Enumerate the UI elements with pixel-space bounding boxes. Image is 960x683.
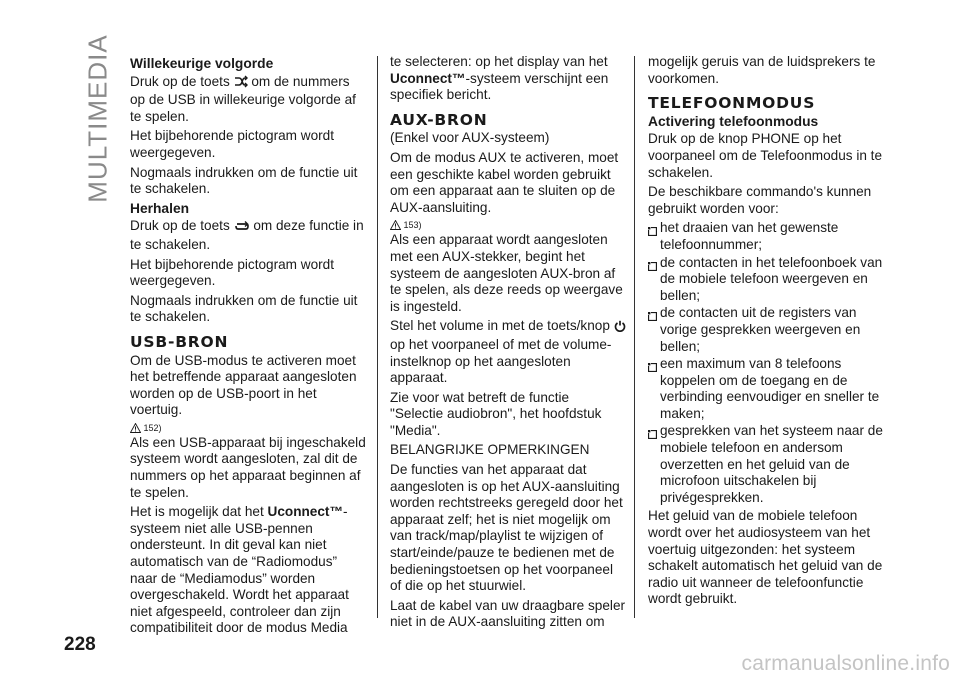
- usb-warning-ref: 152): [130, 422, 366, 434]
- shuffle-paragraph-1: Druk op de toets om de nummers op de USB in willekeurige volgorde af te spelen.: [130, 73, 356, 124]
- repeat-paragraph-2: Het bijbehorende pictogram wordt weergegeven.: [130, 256, 335, 289]
- page-number: 228: [64, 634, 96, 655]
- phone-paragraph-3: Het geluid van de mobiele telefoon wordt over het audiosysteem van het voertuig uitgezonden: het systeem schakelt automatisch het geluid van de radio uit wanneer de telefoonfunctie wordt gebruikt.: [648, 508, 883, 607]
- bullet-icon: [648, 427, 657, 444]
- brand-uconnect: Uconnect™: [267, 504, 344, 520]
- power-knob-icon: [614, 320, 626, 337]
- heading-aux-source: AUX-BRON: [390, 110, 488, 129]
- bullet-icon: [648, 224, 657, 241]
- phone-paragraph-2: De beschikbare commando's kunnen gebruikt worden voor:: [648, 184, 872, 216]
- phone-commands-list: [648, 220, 884, 506]
- list-item: een maximum van 8 telefoons koppelen om de toegang en de verbinding eenvoudiger en sneller te maken;: [648, 356, 884, 422]
- shuffle-paragraph-3: Nogmaals indrukken om de functie uit te schakelen.: [130, 164, 358, 197]
- bullet-icon: [648, 259, 657, 276]
- brand-uconnect: Uconnect™: [390, 70, 466, 86]
- shuffle-paragraph-2: Het bijbehorende pictogram wordt weergegeven.: [130, 128, 335, 160]
- heading-shuffle: Willekeurige volgorde: [130, 56, 274, 71]
- column-3: [648, 54, 884, 611]
- continued-paragraph: mogelijk geruis van de luidsprekers te voorkomen.: [648, 54, 876, 86]
- list-item: de contacten in het telefoonboek van de mobiele telefoon weergeven en bellen;: [648, 255, 884, 305]
- bullet-icon: [648, 360, 657, 377]
- section-side-label: MULTIMEDIA: [82, 33, 113, 203]
- aux-paragraph-4: Zie voor wat betreft de functie "Selectie audiobron", het hoofdstuk "Media".: [390, 389, 602, 438]
- column-divider: [634, 56, 635, 618]
- heading-phone-activation: Activering telefoonmodus: [648, 113, 819, 129]
- aux-paragraph-6: Laat de kabel van uw draagbare speler niet in de AUX-aansluiting zitten om: [390, 597, 626, 630]
- list-item: het draaien van het gewenste telefoonnummer;: [648, 220, 884, 253]
- usb-paragraph-2: Als een USB-apparaat bij ingeschakeld systeem wordt aangesloten, zal dit de nummers op het apparaat beginnen af te spelen.: [130, 434, 366, 500]
- column-divider: [377, 56, 378, 618]
- heading-usb-source: USB-BRON: [130, 332, 229, 351]
- column-1: [130, 54, 366, 640]
- phone-paragraph-1: Druk op de knop PHONE op het voorpaneel om de Telefoonmodus in te schakelen.: [648, 131, 883, 180]
- usb-paragraph-3: Het is mogelijk dat het Uconnect™-systeem niet alle USB-pennen ondersteunt. In dit geval kan niet automatisch van de “Radiomodus” naar de “Mediamodus” worden overgeschakeld. Wordt het apparaat niet afgespeeld, controleer dan zijn compatibiliteit door de modus Media: [130, 504, 349, 636]
- aux-warning-ref: 153): [390, 219, 626, 231]
- column-2: [390, 54, 626, 634]
- aux-paragraph-3: Stel het volume in met de toets/knop op het voorpaneel of met de volume-instelknop op het aangesloten apparaat.: [390, 318, 626, 386]
- heading-phone-mode: TELEFOONMODUS: [648, 94, 816, 113]
- watermark: carmanualsonline.info: [741, 652, 950, 675]
- aux-paragraph-2: Als een apparaat wordt aangesloten met een AUX-stekker, begint het systeem de aangesloten AUX-bron af te spelen, als deze reeds op weergave is ingesteld.: [390, 232, 623, 314]
- warning-icon: [130, 423, 141, 433]
- repeat-paragraph-3: Nogmaals indrukken om de functie uit te schakelen.: [130, 292, 358, 325]
- usb-paragraph-1: Om de USB-modus te activeren moet het betreffende apparaat aangesloten worden op de USB-poort in het voertuig.: [130, 352, 357, 418]
- aux-paragraph-5: De functies van het apparaat dat aangesloten is op het AUX-aansluiting worden rechtstreeks geregeld door het apparaat zelf; het is niet mogelijk om van track/map/playlist te wijzigen of start/einde/pauze te bedienen met de bedieningstoetsen op het voorpaneel of die op het stuurwiel.: [390, 462, 623, 594]
- aux-notes-heading: BELANGRIJKE OPMERKINGEN: [390, 442, 590, 458]
- aux-paragraph-1: Om de modus AUX te activeren, moet een geschikte kabel worden gebruikt om een apparaat aan te sluiten op de AUX-aansluiting.: [390, 149, 619, 215]
- heading-repeat: Herhalen: [130, 200, 190, 216]
- shuffle-icon: [234, 75, 248, 93]
- aux-subtitle: (Enkel voor AUX-systeem): [390, 130, 550, 146]
- warning-icon: [390, 220, 401, 230]
- list-item: gesprekken van het systeem naar de mobiele telefoon en andersom overzetten en het geluid van de microfoon uitschakelen bij privégesprekken.: [648, 423, 884, 506]
- list-item: de contacten uit de registers van vorige gesprekken weergeven en bellen;: [648, 305, 884, 355]
- bullet-icon: [648, 309, 657, 326]
- continued-paragraph: te selecteren: op het display van het Uconnect™-systeem verschijnt een specifiek bericht.: [390, 54, 609, 103]
- repeat-icon: [234, 220, 250, 237]
- repeat-paragraph-1: Druk op de toets om deze functie in te schakelen.: [130, 218, 364, 252]
